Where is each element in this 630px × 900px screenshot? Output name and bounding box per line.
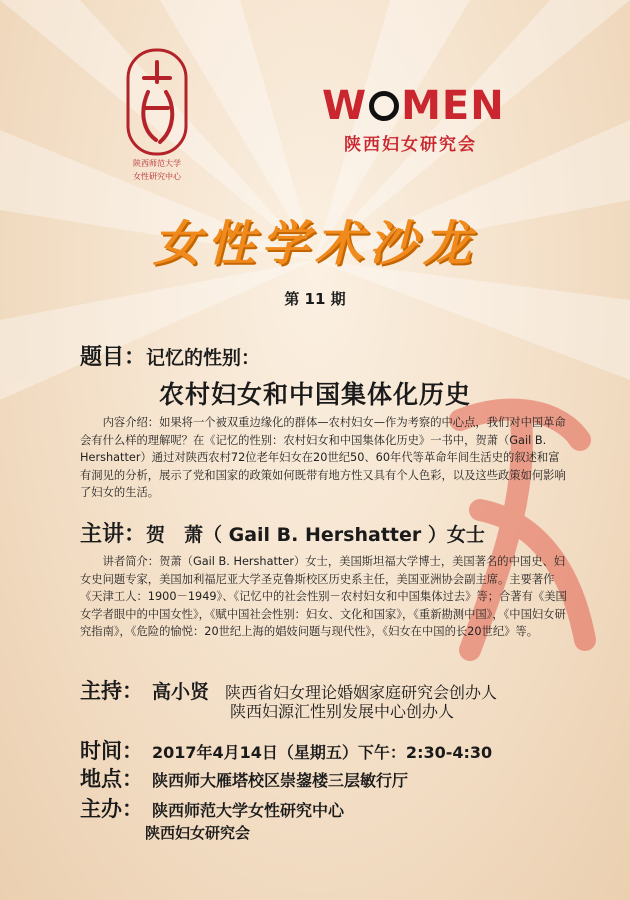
host-name: 高小贤	[152, 681, 210, 703]
seal-icon	[126, 48, 188, 156]
organizer-label: 主办：	[80, 797, 143, 821]
time-label: 时间：	[80, 739, 143, 763]
speaker-heading	[80, 517, 485, 548]
host-role-1: 陕西省妇女理论婚姻家庭研究会创办人	[225, 683, 498, 702]
organizer-2: 陕西妇女研究会	[145, 824, 251, 842]
salon-title: 女性学术沙龙	[152, 216, 477, 272]
topic-subtitle: 农村妇女和中国集体化历史	[158, 380, 471, 409]
topic-label: 题目：	[80, 345, 147, 370]
association-name: 陕西妇女研究会	[344, 135, 477, 155]
speaker-bio: 讲者简介：贺萧（Gail B. Hershatter）女士，美国斯坦福大学博士，美国著名的中国史、妇女史问题专家，美国加利福尼亚大学圣克鲁斯校区历史系主任，美国亚洲协会副主席。主要著作《天津工人：1900－1949》、《记忆中的社会性别－农村妇女和中国集体过去》等；合著有《美国女学者眼中的中国女性》，《赋中国社会性别：妇女、文化和国家》，《重新勘测中国》，《中国妇女研究指南》，《危险的愉悦：20世纪上海的娼妓问题与现代性》，《妇女在中国的长20世纪》等。	[80, 555, 567, 638]
women-association-logo	[322, 83, 505, 155]
magnifier-icon	[369, 91, 399, 121]
topic-heading	[80, 340, 260, 371]
topic-text: 记忆的性别：	[146, 347, 261, 369]
time-row	[80, 735, 492, 765]
speaker-label: 主讲：	[80, 522, 147, 547]
university-name-line1: 陕西师范大学	[133, 159, 181, 168]
issue-number: 第 11 期	[284, 290, 346, 308]
host-label: 主持：	[80, 679, 143, 703]
place-value: 陕西师大雁塔校区崇鋆楼三层敏行厅	[152, 771, 409, 790]
university-name-line2: 女性研究中心	[133, 172, 181, 181]
organizer-1: 陕西师范大学女性研究中心	[152, 801, 345, 820]
women-wordmark-prefix: W	[322, 83, 368, 129]
host-role-2: 陕西妇源汇性别发展中心创办人	[230, 702, 455, 721]
content-intro: 内容介绍：如果将一个被双重边缘化的群体—农村妇女—作为考察的中心点，我们对中国革命会有什么样的理解呢？在《记忆的性别：农村妇女和中国集体化历史》一书中，贺萧（Gail B. Hershatter）通过对陕西农村72位老年妇女在20世纪50、60年代等革命年间生活史的叙述和富有洞见的分析，展示了党和国家的政策如何既带有地方性又具有个人色彩，以及这些政策如何影响了妇女的生活。	[80, 416, 566, 499]
women-wordmark	[322, 83, 505, 129]
place-row	[80, 763, 408, 793]
speaker-name: 贺 萧（ Gail B. Hershatter ）女士	[146, 524, 485, 546]
time-value: 2017年4月14日（星期五）下午：2:30-4:30	[152, 743, 493, 762]
university-logo	[112, 48, 202, 182]
place-label: 地点：	[80, 767, 143, 791]
organizer-row	[80, 793, 344, 823]
women-wordmark-suffix: MEN	[401, 83, 505, 129]
